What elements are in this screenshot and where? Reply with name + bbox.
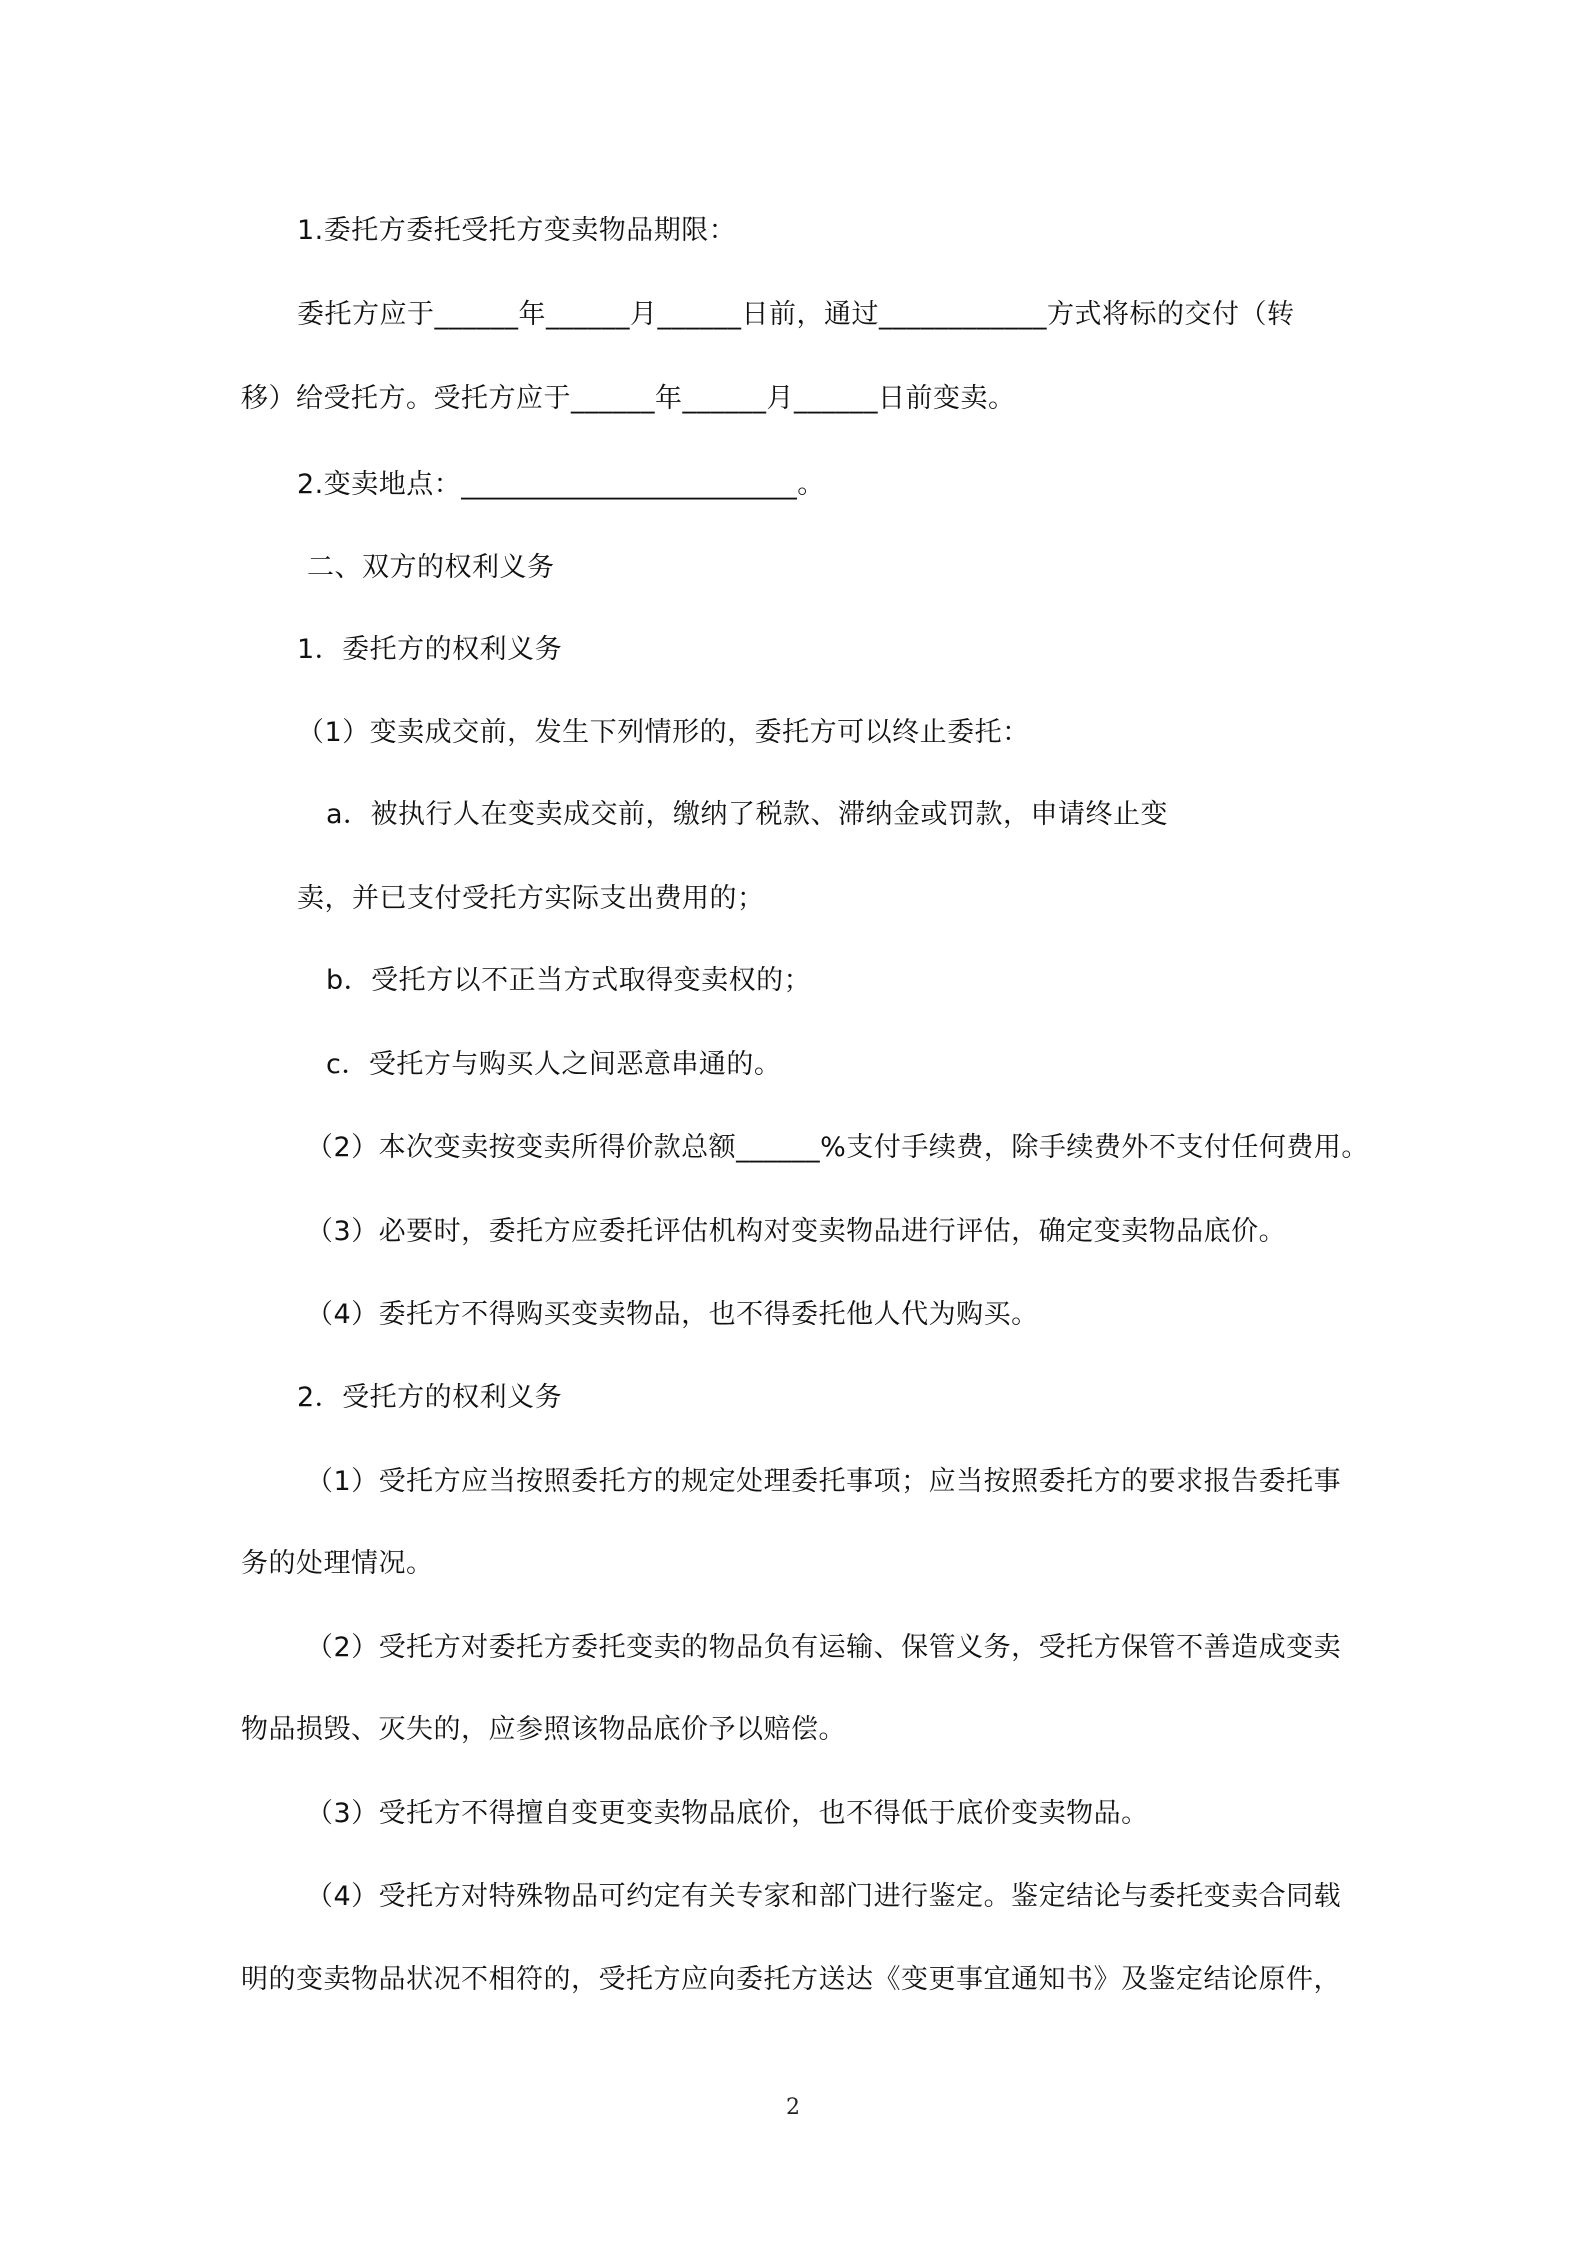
item-a-line-1: a．被执行人在变卖成交前，缴纳了税款、滞纳金或罚款，申请终止变 <box>326 799 1169 830</box>
section-2-heading: 二、双方的权利义务 <box>307 552 555 583</box>
item-2-3: （3）受托方不得擅自变更变卖物品底价，也不得低于底价变卖物品。 <box>306 1798 1149 1829</box>
clause-1-text-line-2: 移）给受托方。受托方应于______年______月______日前变卖。 <box>241 383 1016 414</box>
item-2-2-line-2: 物品损毁、灭失的，应参照该物品底价予以赔偿。 <box>241 1714 846 1745</box>
subsection-1-heading: 1．委托方的权利义务 <box>297 634 563 665</box>
clause-2-location: 2.变卖地点：________________________。 <box>297 469 825 500</box>
item-a-line-2: 卖，并已支付受托方实际支出费用的； <box>297 883 765 914</box>
item-c: c．受托方与购买人之间恶意串通的。 <box>326 1049 782 1080</box>
item-2-1-line-2: 务的处理情况。 <box>241 1548 434 1579</box>
subsection-2-heading: 2．受托方的权利义务 <box>297 1382 563 1413</box>
item-1-3: （3）必要时，委托方应委托评估机构对变卖物品进行评估，确定变卖物品底价。 <box>306 1216 1287 1247</box>
item-2-4-line-2: 明的变卖物品状况不相符的，受托方应向委托方送达《变更事宜通知书》及鉴定结论原件， <box>241 1964 1341 1995</box>
item-2-2-line-1: （2）受托方对委托方委托变卖的物品负有运输、保管义务，受托方保管不善造成变卖 <box>306 1632 1342 1663</box>
clause-1-title: 1.委托方委托受托方变卖物品期限： <box>297 215 737 246</box>
item-1-4: （4）委托方不得购买变卖物品，也不得委托他人代为购买。 <box>306 1299 1039 1330</box>
item-b: b．受托方以不正当方式取得变卖权的； <box>326 965 812 996</box>
item-2-4-line-1: （4）受托方对特殊物品可约定有关专家和部门进行鉴定。鉴定结论与委托变卖合同载 <box>306 1881 1342 1912</box>
item-1-2: （2）本次变卖按变卖所得价款总额______%支付手续费，除手续费外不支付任何费用。 <box>306 1132 1369 1163</box>
item-1-1: （1）变卖成交前，发生下列情形的，委托方可以终止委托： <box>297 717 1030 748</box>
page-number: 2 <box>786 2095 800 2120</box>
clause-1-text-line-1: 委托方应于______年______月______日前，通过____________方式将标的交付（转 <box>297 299 1295 330</box>
item-2-1-line-1: （1）受托方应当按照委托方的规定处理委托事项；应当按照委托方的要求报告委托事 <box>306 1466 1342 1497</box>
